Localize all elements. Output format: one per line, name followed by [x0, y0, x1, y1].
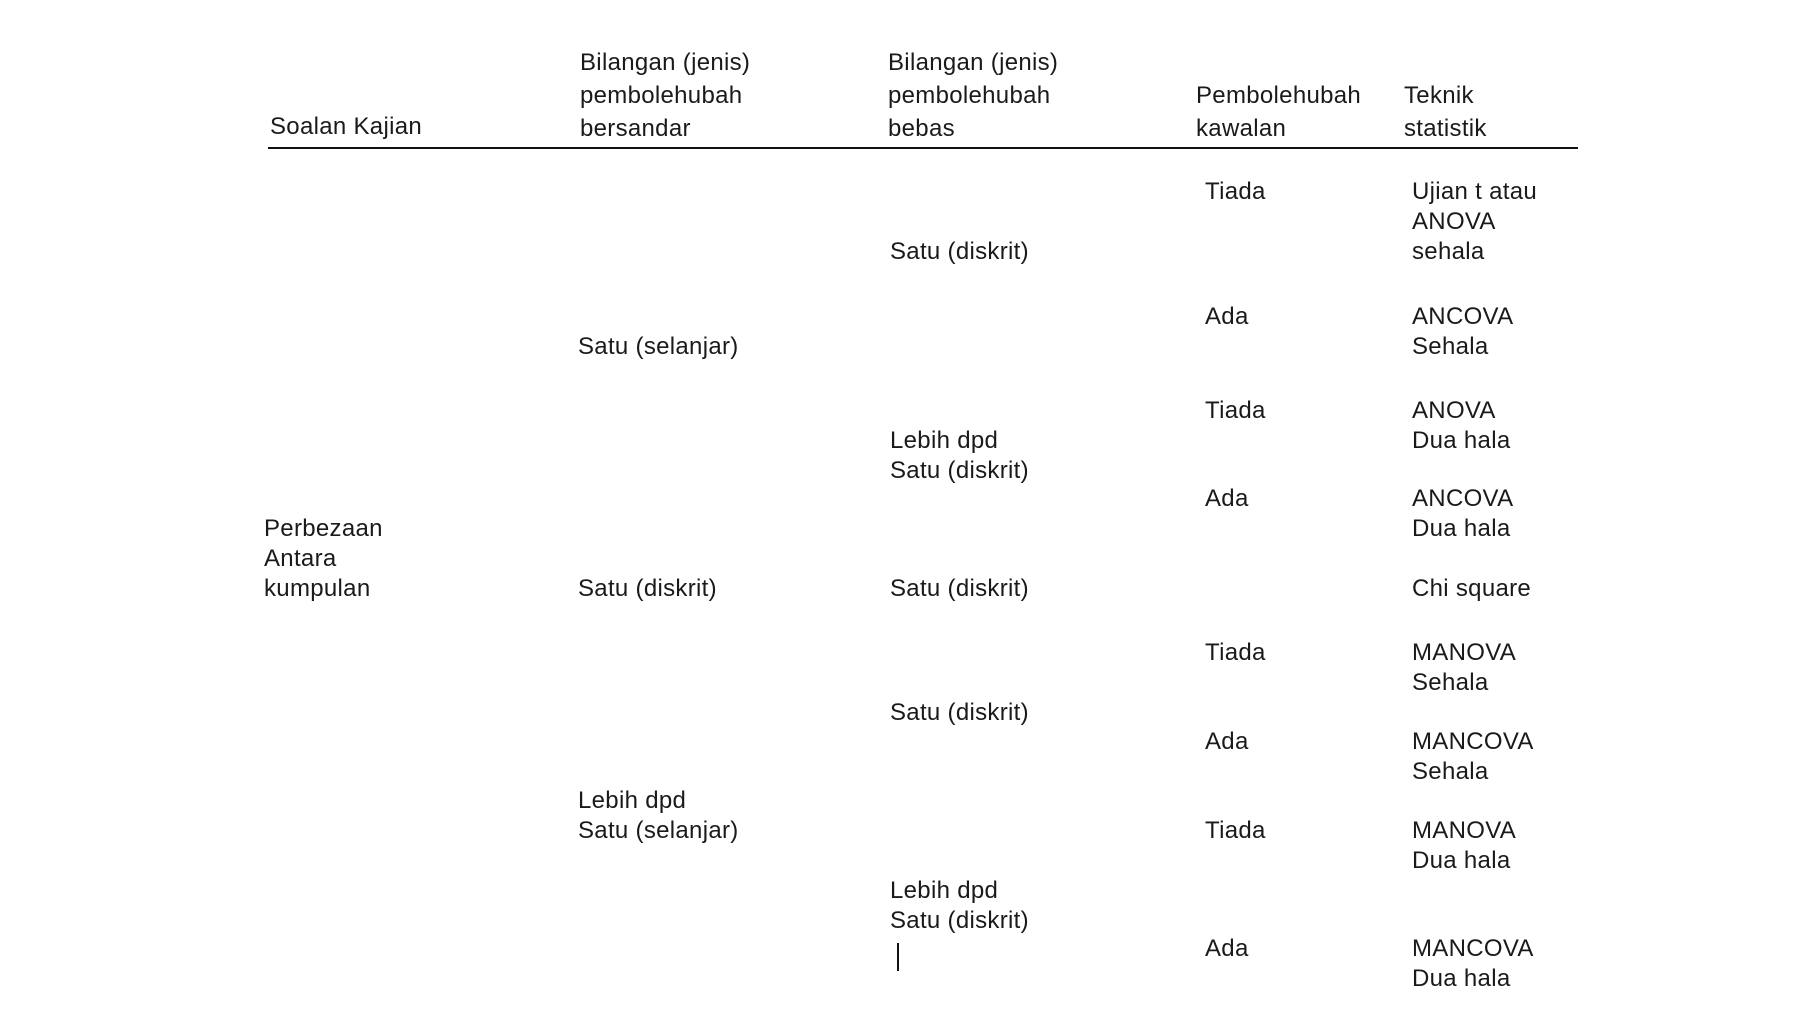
- kawalan-cell: Ada: [1205, 485, 1249, 512]
- kawalan-cell: Tiada: [1205, 178, 1266, 205]
- header-pembolehubah-kawalan: Pembolehubah kawalan: [1196, 82, 1362, 142]
- soalan-kajian-cell: Perbezaan Antara kumpulan: [264, 515, 383, 602]
- header-pembolehubah-bebas: Bilangan (jenis) pembolehubah bebas: [888, 49, 1059, 142]
- bebas-cell: Lebih dpd Satu (diskrit): [890, 877, 1029, 934]
- bebas-cell: Satu (diskrit): [890, 699, 1029, 726]
- bebas-cell: Satu (diskrit): [890, 238, 1029, 265]
- teknik-cell: ANOVA Dua hala: [1412, 397, 1511, 454]
- teknik-cell: Chi square: [1412, 575, 1532, 602]
- header-pembolehubah-bersandar: Bilangan (jenis) pembolehubah bersandar: [580, 49, 751, 142]
- bebas-cell: Lebih dpd Satu (diskrit): [890, 427, 1029, 484]
- teknik-cell: ANCOVA Sehala: [1412, 303, 1514, 360]
- header-soalan-kajian: Soalan Kajian: [270, 113, 423, 140]
- bersandar-cell: Lebih dpd Satu (selanjar): [578, 787, 739, 844]
- teknik-cell: Ujian t atau ANOVA sehala: [1412, 178, 1538, 265]
- kawalan-cell: Tiada: [1205, 639, 1266, 666]
- teknik-cell: MANOVA Dua hala: [1412, 817, 1517, 874]
- kawalan-cell: Ada: [1205, 728, 1249, 755]
- bersandar-cell: Satu (selanjar): [578, 333, 739, 360]
- teknik-cell: MANCOVA Dua hala: [1412, 935, 1534, 992]
- kawalan-cell: Tiada: [1205, 397, 1266, 424]
- kawalan-cell: Ada: [1205, 303, 1249, 330]
- teknik-cell: MANCOVA Sehala: [1412, 728, 1534, 785]
- header-rule: [268, 147, 1578, 149]
- bersandar-cell: Satu (diskrit): [578, 575, 717, 602]
- text-cursor: [897, 943, 899, 971]
- kawalan-cell: Ada: [1205, 935, 1249, 962]
- bebas-cell: Satu (diskrit): [890, 575, 1029, 602]
- kawalan-cell: Tiada: [1205, 817, 1266, 844]
- header-teknik-statistik: Teknik statistik: [1404, 82, 1487, 142]
- teknik-cell: MANOVA Sehala: [1412, 639, 1517, 696]
- teknik-cell: ANCOVA Dua hala: [1412, 485, 1514, 542]
